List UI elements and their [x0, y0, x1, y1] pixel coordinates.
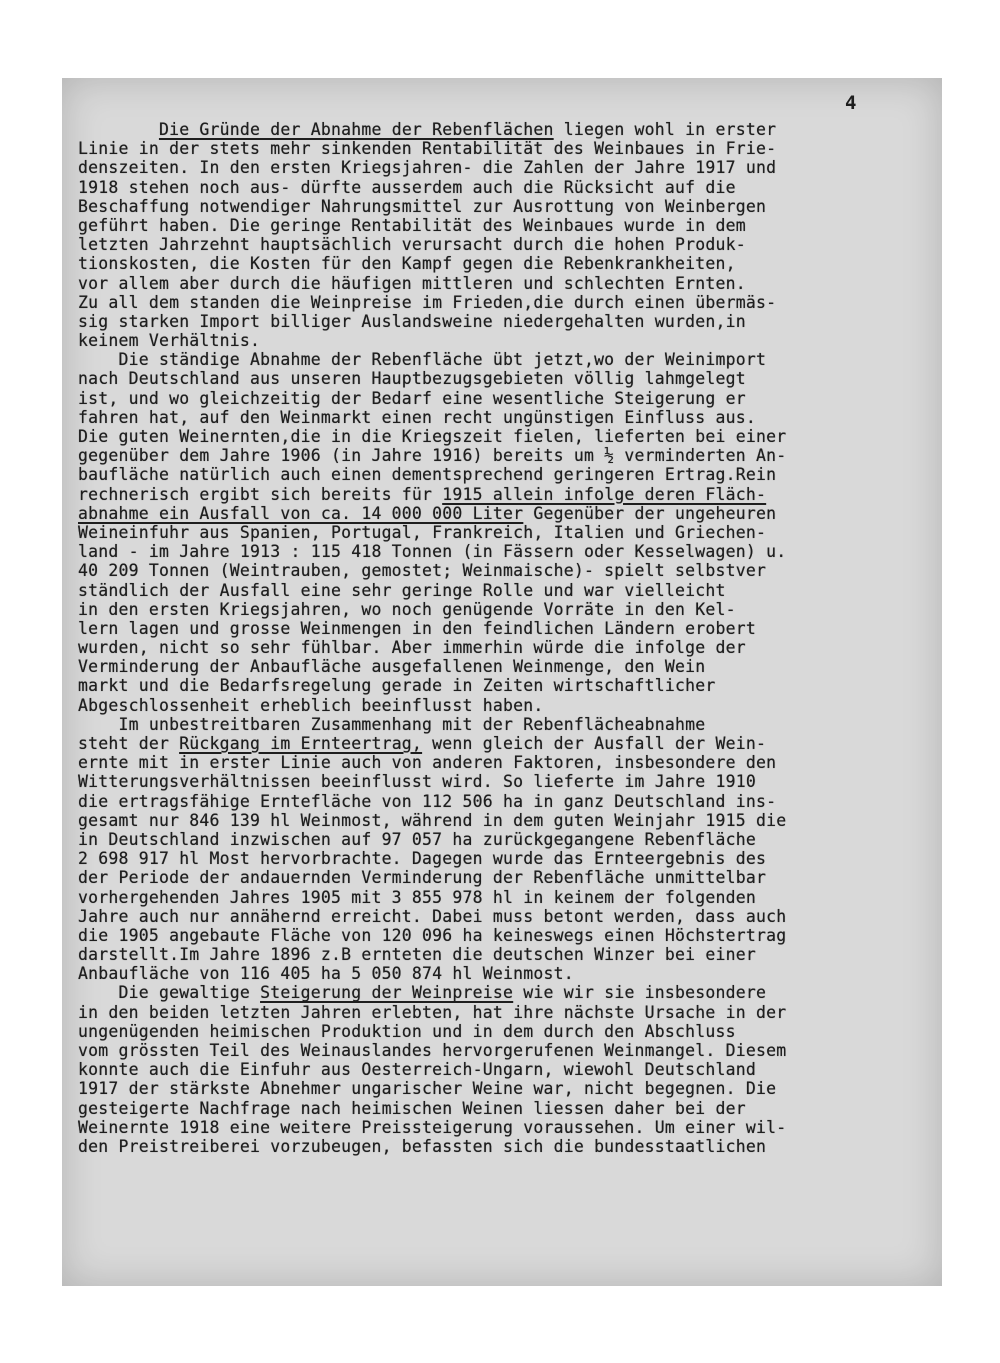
- text-run: ist, und wo gleichzeitig der Bedarf eine wesentliche Steigerung er: [78, 388, 746, 408]
- text-run: baufläche natürlich auch einen dementsprechend geringeren Ertrag.Rein: [78, 465, 777, 485]
- text-run: sig starken Import billiger Auslandsweine niedergehalten wurden,in: [78, 311, 746, 331]
- text-run: nach Deutschland aus unseren Hauptbezugsgebieten völlig lahmgelegt: [78, 369, 746, 389]
- text-line: [78, 216, 924, 235]
- text-line: [78, 312, 924, 331]
- text-run: markt und die Bedarfsregelung gerade in Zeiten wirtschaftlicher: [78, 676, 716, 696]
- text-run: Witterungsverhältnissen beeinflusst wird. So lieferte im Jahre 1910: [78, 772, 756, 792]
- text-line: [78, 1022, 924, 1041]
- text-line: [78, 1041, 924, 1060]
- text-run: Weineinfuhr aus Spanien, Portugal, Frankreich, Italien und Griechen-: [78, 522, 767, 542]
- text-line: [78, 408, 924, 427]
- text-line: [78, 369, 924, 388]
- text-line: [78, 504, 924, 523]
- text-line: [78, 792, 924, 811]
- text-run: Die ständige Abnahme der Rebenfläche übt jetzt,wo der Weinimport: [78, 350, 767, 370]
- text-run: tionskosten, die Kosten für den Kampf gegen die Rebenkrankheiten,: [78, 254, 736, 274]
- text-line: [78, 581, 924, 600]
- text-line: [78, 638, 924, 657]
- text-run: Die gewaltige: [78, 983, 261, 1003]
- text-line: [78, 158, 924, 177]
- text-run: Die guten Weinernten,die in die Kriegszeit fielen, lieferten bei einer: [78, 427, 787, 446]
- text-line: [78, 120, 924, 139]
- text-run: lern lagen und grosse Weinmengen in den feindlichen Ländern erobert: [78, 618, 756, 638]
- text-run: letzten Jahrzehnt hauptsächlich verursacht durch die hohen Produk-: [78, 235, 746, 255]
- text-line: [78, 907, 924, 926]
- text-run: die ertragsfähige Erntefläche von 112 506 ha in ganz Deutschland ins-: [78, 791, 777, 811]
- text-run: Anbaufläche von 116 405 ha 5 050 874 hl Weinmost.: [78, 964, 574, 984]
- text-line: [78, 811, 924, 830]
- text-line: [78, 485, 924, 504]
- text-line: [78, 830, 924, 849]
- text-line: [78, 983, 924, 1002]
- text-line: [78, 1003, 924, 1022]
- text-run: steht der: [78, 734, 180, 753]
- text-line: [78, 868, 924, 887]
- text-line: [78, 254, 924, 273]
- text-run: den Preistreiberei vorzubeugen, befassten sich die bundesstaatlichen: [78, 1136, 767, 1156]
- underlined-phrase: abnahme ein Ausfall von ca. 14 000 000 Liter: [78, 503, 524, 523]
- text-run: ernte mit in erster Linie auch von anderen Faktoren, insbesondere den: [78, 753, 777, 773]
- text-run: Beschaffung notwendiger Nahrungsmittel zur Ausrottung von Weinbergen: [78, 196, 767, 216]
- text-line: [78, 389, 924, 408]
- text-run: fahren hat, auf den Weinmarkt einen recht ungünstigen Einfluss aus.: [78, 407, 756, 427]
- underlined-phrase: Rückgang im Ernteertrag,: [179, 734, 423, 753]
- text-run: in Deutschland inzwischen auf 97 057 ha zurückgegangene Rebenfläche: [78, 829, 756, 849]
- text-line: [78, 274, 924, 293]
- underlined-phrase: 1915 allein infolge deren Fläch-: [442, 484, 767, 504]
- text-run: Abgeschlossenheit erheblich beeinflusst haben.: [78, 695, 544, 715]
- text-run: 2 698 917 hl Most hervorbrachte. Dagegen wurde das Ernteergebnis des: [78, 849, 767, 869]
- text-run: in den beiden letzten Jahren erlebten, hat ihre nächste Ursache in der: [78, 1002, 787, 1022]
- text-line: [78, 772, 924, 791]
- text-run: [78, 120, 159, 139]
- text-line: [78, 465, 924, 484]
- text-line: [78, 235, 924, 254]
- text-run: vor allem aber durch die häufigen mittleren und schlechten Ernten.: [78, 273, 746, 293]
- text-line: [78, 139, 924, 158]
- text-run: land - im Jahre 1913 : 115 418 Tonnen (in Fässern oder Kesselwagen) u.: [78, 542, 787, 562]
- text-run: Weinernte 1918 eine weitere Preissteigerung voraussehen. Um einer wil-: [78, 1117, 787, 1137]
- text-run: vorhergehenden Jahres 1905 mit 3 855 978 hl in keinem der folgenden: [78, 887, 756, 907]
- text-run: 1917 der stärkste Abnehmer ungarischer Weine war, nicht begegnen. Die: [78, 1079, 777, 1099]
- text-line: [78, 734, 924, 753]
- underlined-phrase: Die Gründe der Abnahme der Rebenflächen: [158, 120, 554, 139]
- text-run: wie wir sie insbesondere: [513, 983, 767, 1003]
- text-run: gesamt nur 846 139 hl Weinmost, während in dem guten Weinjahr 1915 die: [78, 810, 787, 830]
- text-run: 40 209 Tonnen (Weintrauben, gemostet; Weinmaische)- spielt selbstver: [78, 561, 767, 581]
- text-run: rechnerisch ergibt sich bereits für: [78, 484, 443, 504]
- typescript-body: [78, 120, 930, 1156]
- text-run: konnte auch die Einfuhr aus Oesterreich-Ungarn, wiewohl Deutschland: [78, 1060, 756, 1080]
- text-line: [78, 331, 924, 350]
- text-line: [78, 350, 924, 369]
- text-line: [78, 600, 924, 619]
- text-run: liegen wohl in erster: [553, 120, 777, 139]
- text-line: [78, 715, 924, 734]
- text-line: [78, 1099, 924, 1118]
- text-line: [78, 427, 924, 446]
- text-run: der Periode der andauernden Verminderung der Rebenfläche unmittelbar: [78, 868, 767, 888]
- text-line: [78, 293, 924, 312]
- text-run: 1918 stehen noch aus- dürfte ausserdem auch die Rücksicht auf die: [78, 177, 736, 197]
- text-line: [78, 753, 924, 772]
- text-run: ständlich der Ausfall eine sehr geringe Rolle und war vielleicht: [78, 580, 726, 600]
- text-run: wurden, nicht so sehr fühlbar. Aber immerhin würde die infolge der: [78, 638, 746, 658]
- text-line: [78, 1118, 924, 1137]
- text-line: [78, 945, 924, 964]
- text-run: gegenüber dem Jahre 1906 (in Jahre 1916) bereits um ½ verminderten An-: [78, 446, 787, 466]
- text-line: [78, 926, 924, 945]
- text-run: wenn gleich der Ausfall der Wein-: [422, 734, 767, 753]
- text-line: [78, 1079, 924, 1098]
- text-line: [78, 523, 924, 542]
- text-run: vom grössten Teil des Weinauslandes hervorgerufenen Weinmangel. Diesem: [78, 1041, 787, 1060]
- text-line: [78, 657, 924, 676]
- page-number: 4: [845, 92, 857, 114]
- text-line: [78, 446, 924, 465]
- text-line: [78, 1137, 924, 1156]
- text-run: Zu all dem standen die Weinpreise im Frieden,die durch einen übermäs-: [78, 292, 777, 312]
- text-line: [78, 1060, 924, 1079]
- text-run: darstellt.Im Jahre 1896 z.B ernteten die deutschen Winzer bei einer: [78, 945, 756, 965]
- text-run: gesteigerte Nachfrage nach heimischen Weinen liessen daher bei der: [78, 1098, 746, 1118]
- text-line: [78, 676, 924, 695]
- text-line: [78, 619, 924, 638]
- text-run: keinem Verhältnis.: [78, 331, 261, 351]
- underlined-phrase: Steigerung der Weinpreise: [260, 983, 514, 1003]
- text-line: [78, 542, 924, 561]
- text-line: [78, 197, 924, 216]
- text-line: [78, 849, 924, 868]
- text-run: Jahre auch nur annähernd erreicht. Dabei muss betont werden, dass auch: [78, 906, 787, 926]
- text-run: geführt haben. Die geringe Rentabilität des Weinbaues wurde in dem: [78, 215, 746, 235]
- text-run: ungenügenden heimischen Produktion und in dem durch den Abschluss: [78, 1021, 736, 1041]
- text-run: Gegenüber der ungeheuren: [523, 503, 777, 523]
- text-line: [78, 178, 924, 197]
- text-line: [78, 964, 924, 983]
- text-line: [78, 696, 924, 715]
- text-run: die 1905 angebaute Fläche von 120 096 ha keineswegs einen Höchstertrag: [78, 925, 787, 945]
- text-line: [78, 561, 924, 580]
- text-line: [78, 888, 924, 907]
- text-run: Im unbestreitbaren Zusammenhang mit der Rebenflächeabnahme: [78, 714, 706, 734]
- text-run: in den ersten Kriegsjahren, wo noch genügende Vorräte in den Kel-: [78, 599, 736, 619]
- text-run: Linie in der stets mehr sinkenden Rentabilität des Weinbaues in Frie-: [78, 139, 777, 159]
- text-run: denszeiten. In den ersten Kriegsjahren- die Zahlen der Jahre 1917 und: [78, 158, 777, 178]
- text-run: Verminderung der Anbaufläche ausgefallenen Weinmenge, den Wein: [78, 657, 706, 677]
